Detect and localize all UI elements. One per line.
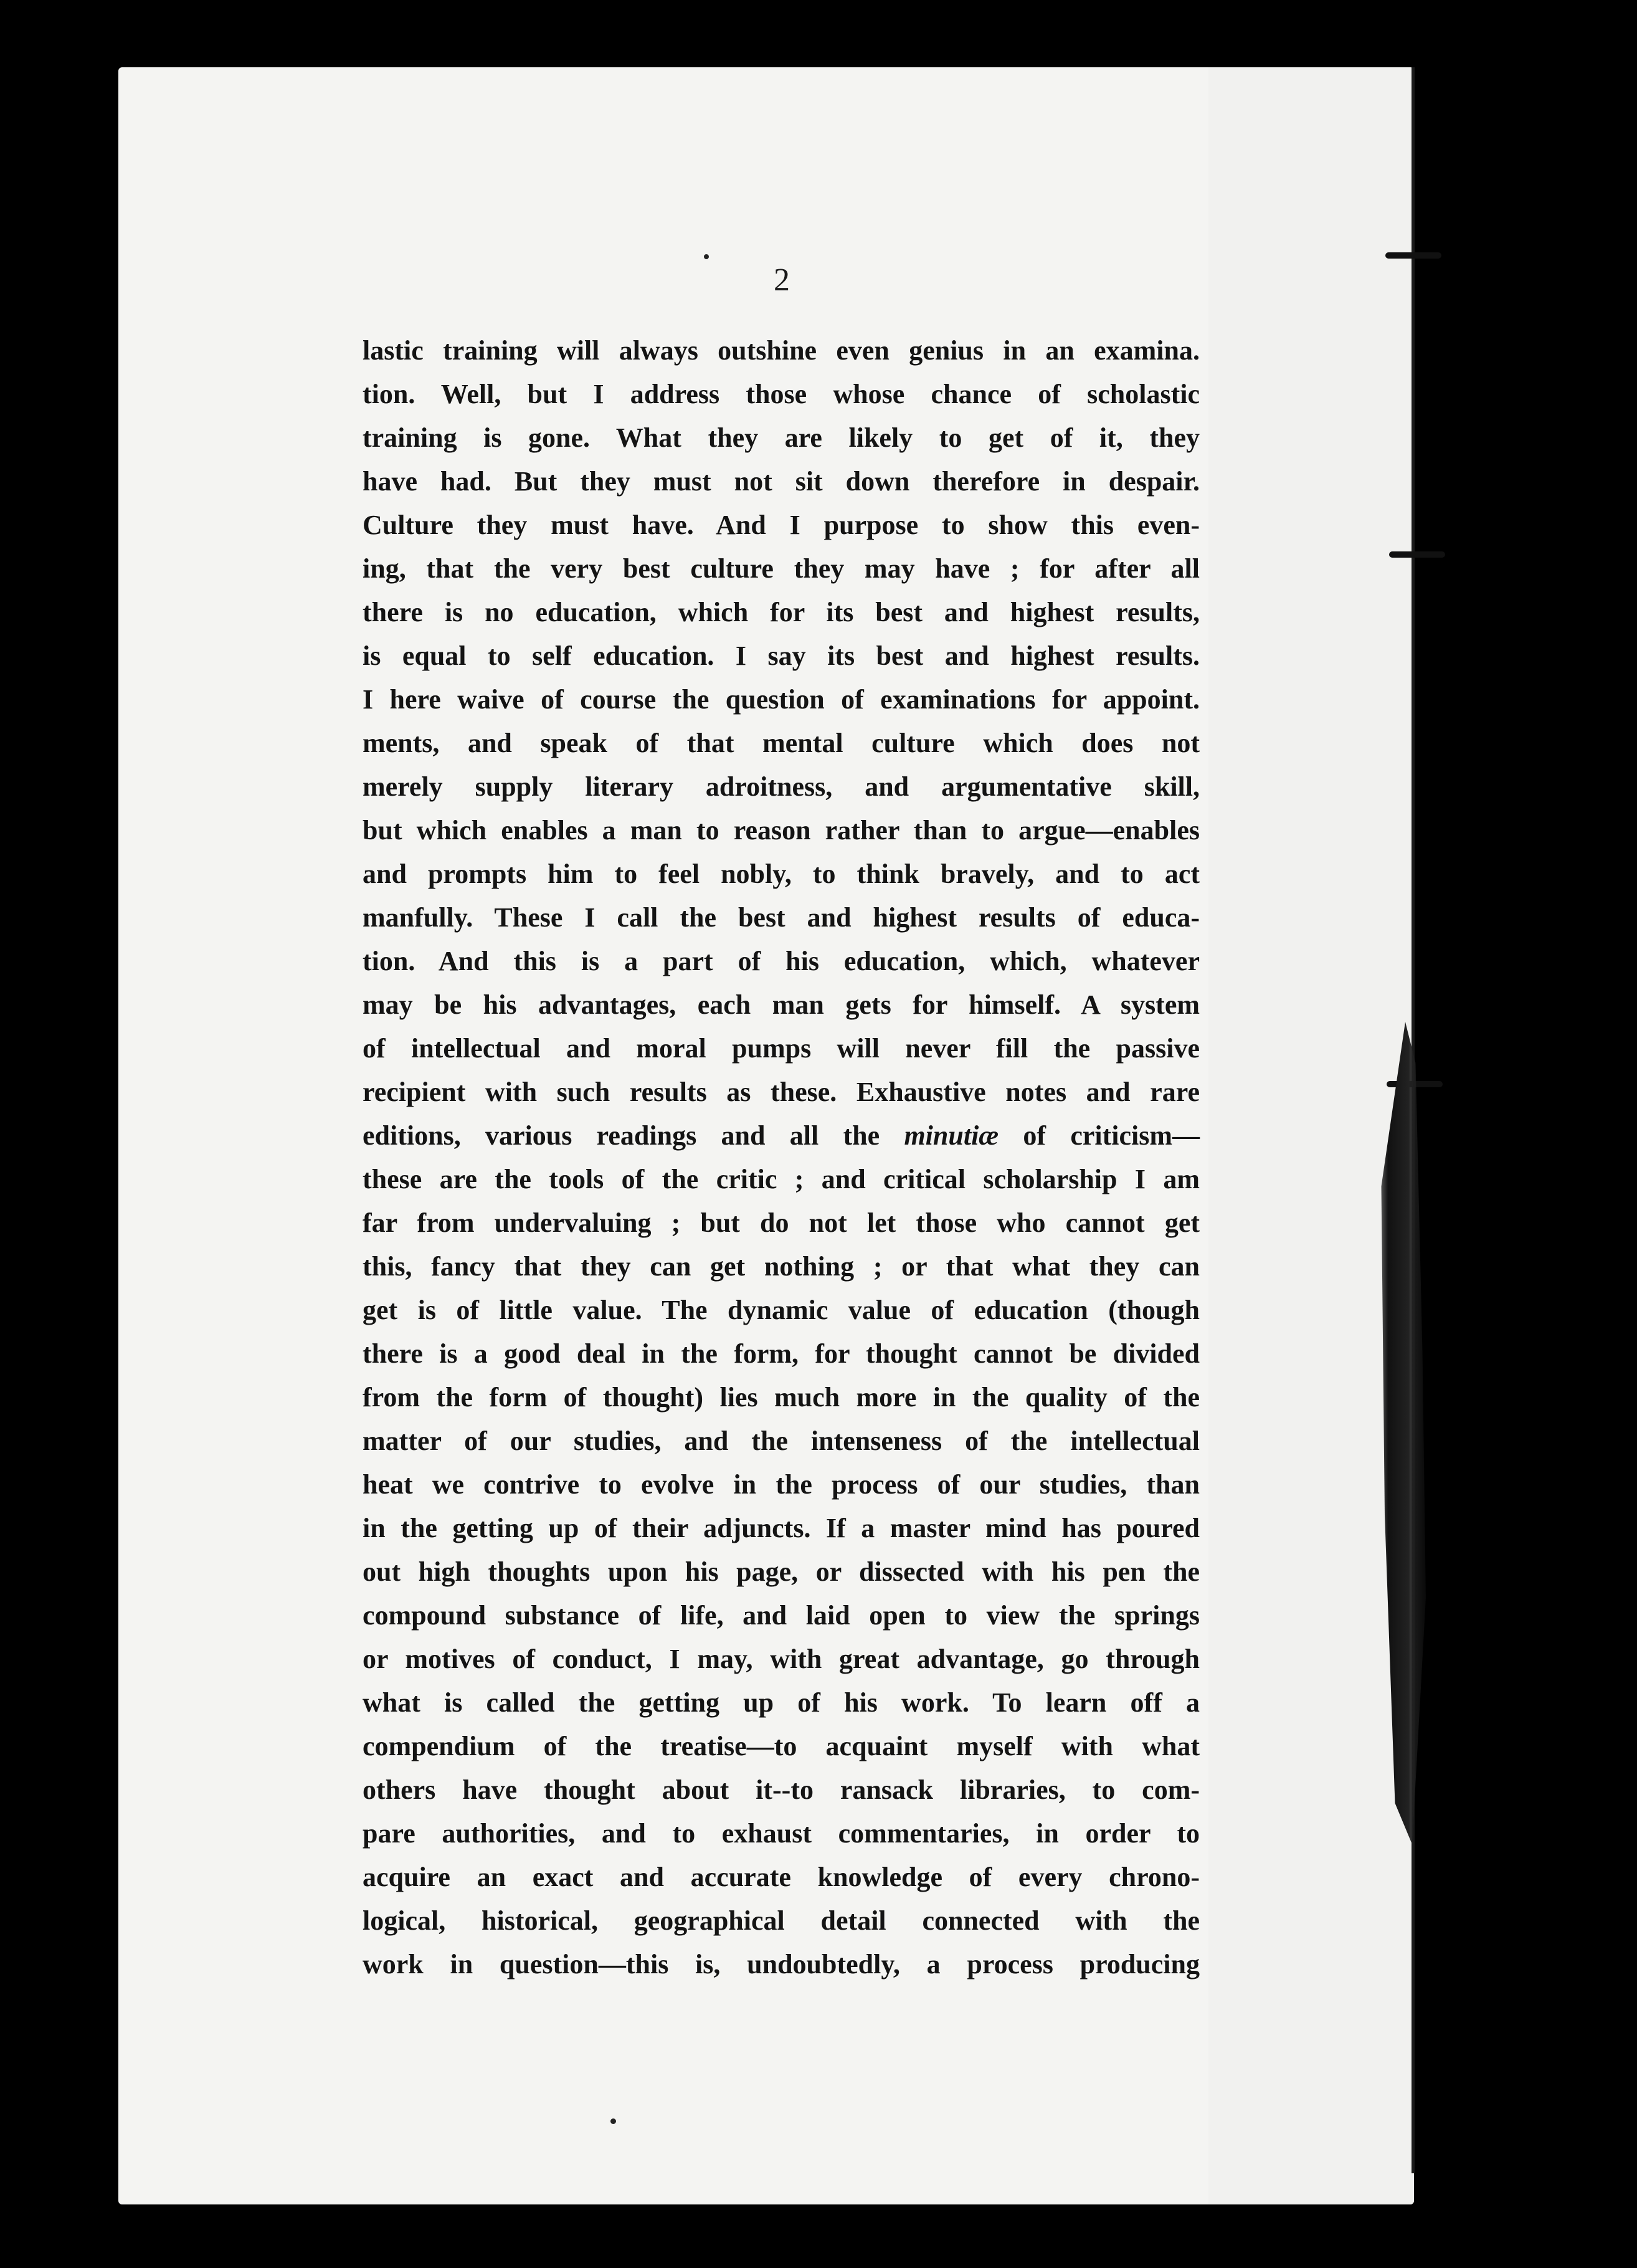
text-line: compendium of the treatise—to acquaint myself with what bbox=[363, 1731, 1200, 1761]
text-line: merely supply literary adroitness, and argumentative skill, bbox=[363, 771, 1200, 802]
text-line: there is a good deal in the form, for thought cannot be divided bbox=[363, 1338, 1200, 1369]
text-line: is equal to self education. I say its best and highest results. bbox=[363, 641, 1200, 671]
text-line: ments, and speak of that mental culture which does not bbox=[363, 728, 1200, 758]
text-line: Culture they must have. And I purpose to show this even- bbox=[363, 510, 1200, 540]
text-line-with-italic bbox=[363, 1114, 1200, 1158]
text-line: this, fancy that they can get nothing ; or that what they can bbox=[363, 1251, 1200, 1282]
scan-speck bbox=[704, 254, 709, 259]
text-line: out high thoughts upon his page, or dissected with his pen the bbox=[363, 1556, 1200, 1587]
text-line: may be his advantages, each man gets for himself. A system bbox=[363, 989, 1200, 1020]
text-line: logical, historical, geographical detail connected with the bbox=[363, 1905, 1200, 1936]
body-text bbox=[363, 329, 1200, 1986]
text-line: matter of our studies, and the intenseness of the intellectual bbox=[363, 1426, 1200, 1456]
text-segment: of criticism— bbox=[1023, 1120, 1200, 1151]
text-line: in the getting up of their adjuncts. If a master mind has poured bbox=[363, 1513, 1200, 1543]
text-line: from the form of thought) lies much more in the quality of the bbox=[363, 1382, 1200, 1413]
italic-word: minutiæ bbox=[904, 1120, 999, 1151]
text-line: get is of little value. The dynamic value of education (though bbox=[363, 1295, 1200, 1325]
text-line: what is called the getting up of his work. To learn off a bbox=[363, 1687, 1200, 1718]
text-segment: editions, various readings and all the bbox=[363, 1120, 880, 1151]
text-line: work in question—this is, undoubtedly, a process producing bbox=[363, 1949, 1200, 1980]
text-line: ing, that the very best culture they may have ; for after all bbox=[363, 553, 1200, 584]
text-line: there is no education, which for its best and highest results, bbox=[363, 597, 1200, 627]
text-line: and prompts him to feel nobly, to think bravely, and to act bbox=[363, 859, 1200, 889]
text-line: tion. And this is a part of his education, which, whatever bbox=[363, 946, 1200, 976]
text-line: but which enables a man to reason rather than to argue—enables bbox=[363, 815, 1200, 846]
text-line: training is gone. What they are likely to get of it, they bbox=[363, 422, 1200, 453]
text-line: acquire an exact and accurate knowledge of every chrono- bbox=[363, 1862, 1200, 1892]
text-line: far from undervaluing ; but do not let those who cannot get bbox=[363, 1208, 1200, 1238]
facing-page-edge bbox=[1208, 67, 1414, 2204]
binding-notch bbox=[1389, 551, 1445, 558]
text-line: these are the tools of the critic ; and critical scholarship I am bbox=[363, 1164, 1200, 1194]
text-line: or motives of conduct, I may, with great advantage, go through bbox=[363, 1644, 1200, 1674]
binding-notch bbox=[1385, 252, 1441, 259]
text-line: of intellectual and moral pumps will never fill the passive bbox=[363, 1033, 1200, 1064]
scan-speck bbox=[610, 2118, 616, 2124]
text-line: recipient with such results as these. Exhaustive notes and rare bbox=[363, 1077, 1200, 1107]
text-line: manfully. These I call the best and highest results of educa- bbox=[363, 902, 1200, 933]
text-line: I here waive of course the question of examinations for appoint. bbox=[363, 684, 1200, 715]
text-line: heat we contrive to evolve in the process of our studies, than bbox=[363, 1469, 1200, 1500]
page-number: 2 bbox=[774, 262, 790, 298]
text-line: compound substance of life, and laid open to view the springs bbox=[363, 1600, 1200, 1631]
text-line: have had. But they must not sit down therefore in despair. bbox=[363, 466, 1200, 497]
text-line: lastic training will always outshine even genius in an examina. bbox=[363, 335, 1200, 366]
text-line: pare authorities, and to exhaust commentaries, in order to bbox=[363, 1818, 1200, 1849]
text-line: tion. Well, but I address those whose chance of scholastic bbox=[363, 379, 1200, 409]
text-line: others have thought about it--to ransack libraries, to com- bbox=[363, 1775, 1200, 1805]
